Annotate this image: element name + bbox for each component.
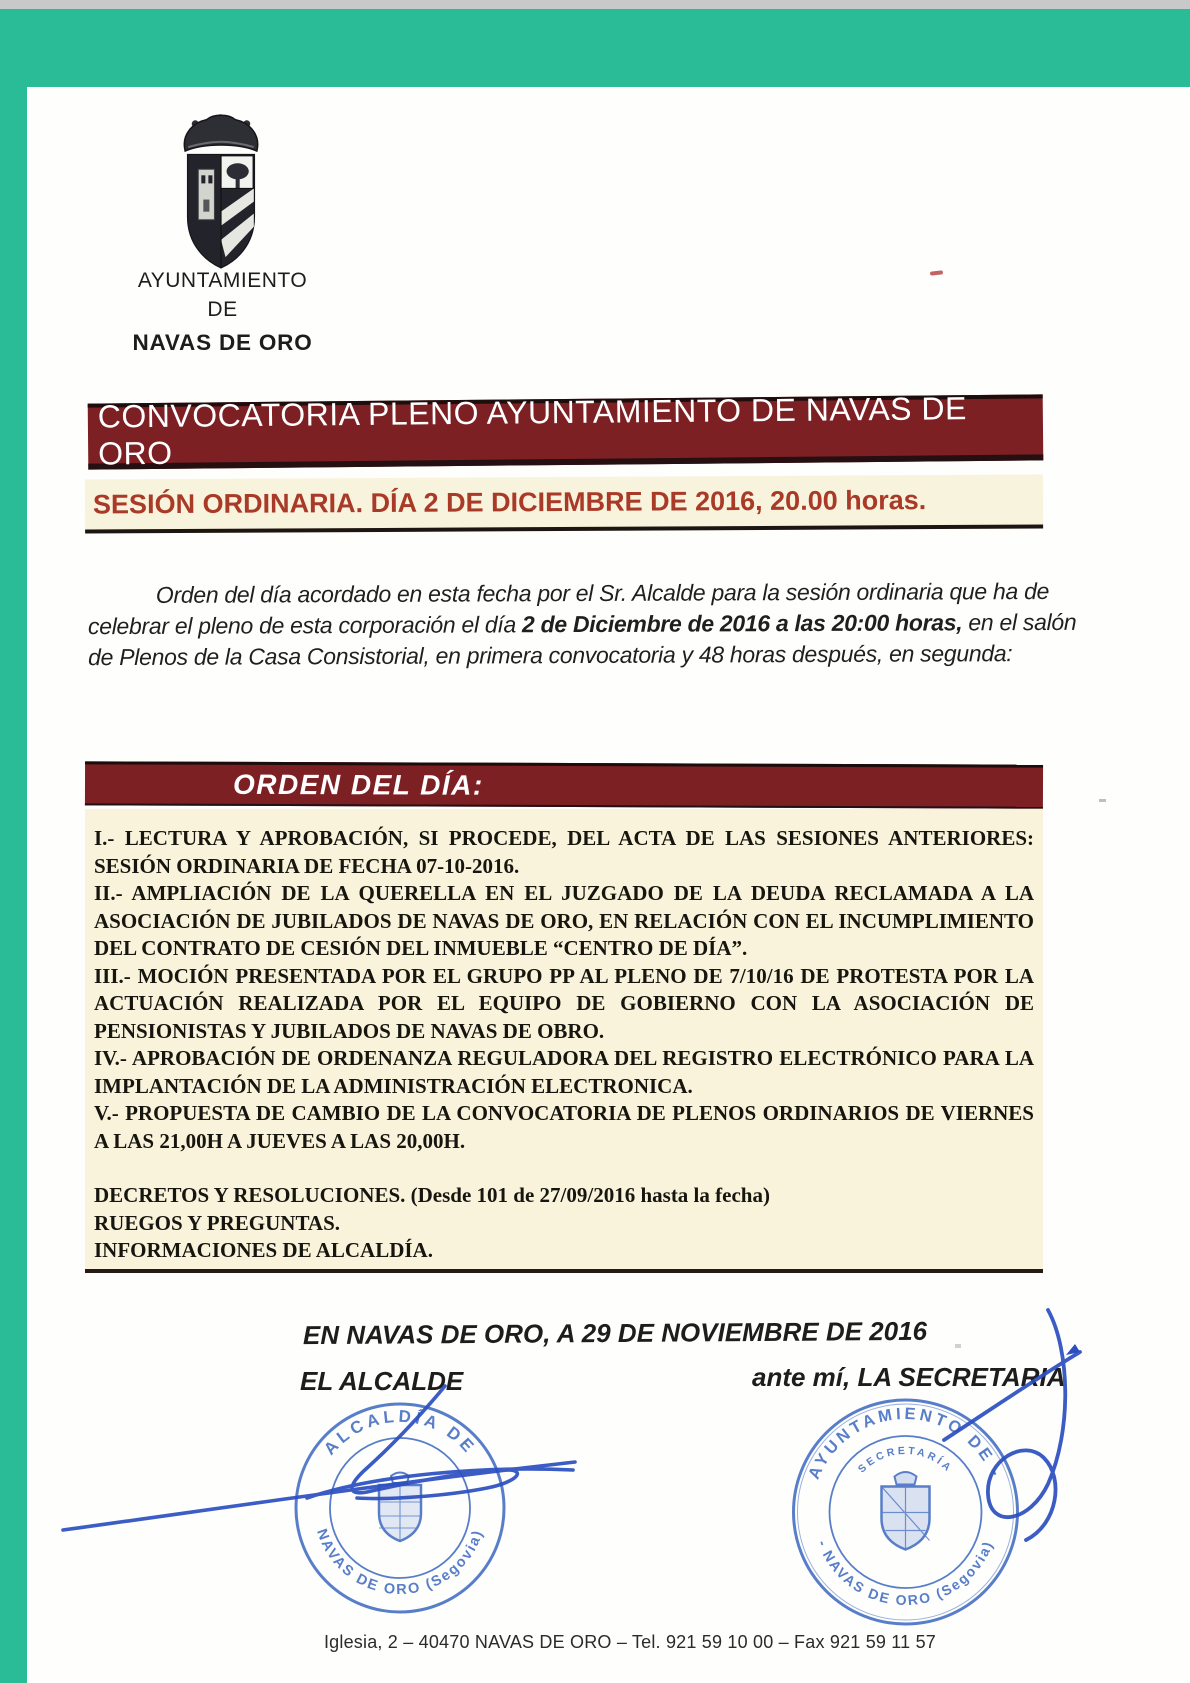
- agenda-item: III.- MOCIÓN PRESENTADA POR EL GRUPO PP AL PLENO DE 7/10/16 DE PROTESTA POR LA ACTUACIÓN REALIZADA POR EL EQUIPO DE GOBIERNO CON LA ASOCIACIÓN DE PENSIONISTAS Y JUBILADOS DE NAVAS DE OBRO.: [94, 963, 1034, 1043]
- stamp-arc-inner-text: SECRETARÍA: [855, 1444, 956, 1476]
- scan-speck: [955, 1344, 961, 1348]
- agenda-closing-item: RUEGOS Y PREGUNTAS.: [94, 1210, 341, 1235]
- session-banner: [85, 474, 1043, 533]
- agenda-item: IV.- APROBACIÓN DE ORDENANZA REGULADORA DEL REGISTRO ELECTRÓNICO PARA LA IMPLANTACIÓN DE LA ADMINISTRACIÓN ELECTRONICA.: [94, 1046, 1034, 1098]
- coat-of-arms-icon: [168, 110, 274, 278]
- intro-date-bold: 2 de Diciembre de 2016 a las 20:00 horas,: [521, 609, 963, 638]
- alcalde-role-label: EL ALCALDE: [300, 1366, 464, 1396]
- org-line-de: DE: [207, 298, 238, 321]
- stamp-arc-bottom-text: - NAVAS DE ORO (Segovia): [814, 1537, 997, 1609]
- session-banner-text: SESIÓN ORDINARIA. DÍA 2 DE DICIEMBRE DE 2016, 20.00 horas.: [92, 484, 927, 519]
- agenda-item: V.- PROPUESTA DE CAMBIO DE LA CONVOCATORIA DE PLENOS ORDINARIOS DE VIERNES A LAS 21,00H A JUEVES A LAS 20,00H.: [94, 1101, 1034, 1153]
- title-banner-text: CONVOCATORIA PLENO AYUNTAMIENTO DE NAVAS DE ORO: [97, 390, 968, 472]
- stamp-arc-bottom-text: NAVAS DE ORO (Segovia): [313, 1526, 487, 1599]
- intro-part1: Orden del día acordado en esta fecha por el Sr. Alcalde para la sesión ordinaria que ha de celebrar el pleno de esta corporación el día: [87, 577, 1050, 640]
- stamp-shield-icon: [882, 1472, 930, 1550]
- scanner-edge-strip: [0, 0, 1190, 9]
- crown-icon: [184, 114, 257, 151]
- scan-speck: [1099, 799, 1106, 802]
- org-line-ayuntamiento: AYUNTAMIENTO: [137, 269, 308, 292]
- intro-part2: en el salón de Plenos de la Casa Consistorial, en primera convocatoria y 48 horas después, en segunda:: [88, 608, 1077, 671]
- org-line-navas-de-oro: NAVAS DE ORO: [132, 330, 313, 355]
- title-banner: [88, 390, 1044, 472]
- address-footer: Iglesia, 2 – 40470 NAVAS DE ORO – Tel. 921 59 10 00 – Fax 921 59 11 57: [323, 1632, 937, 1652]
- organization-name-block: [125, 266, 320, 357]
- agenda-heading-text: ORDEN DEL DÍA:: [232, 768, 484, 801]
- place-date-line: EN NAVAS DE ORO, A 29 DE NOVIEMBRE DE 2016: [302, 1315, 928, 1351]
- agenda-heading-banner: [85, 761, 1043, 808]
- agenda-closing-item: INFORMACIONES DE ALCALDÍA.: [94, 1238, 433, 1262]
- folder-border-left: [0, 9, 27, 1683]
- agenda-list: [85, 809, 1043, 1273]
- alcalde-signature: [55, 1378, 580, 1583]
- folder-border-top: [0, 9, 1190, 87]
- secretaria-signature: [928, 1288, 1103, 1563]
- agenda-closing-item: DECRETOS Y RESOLUCIONES. (Desde 101 de 27/09/2016 hasta la fecha): [94, 1183, 770, 1207]
- stamp-arc-top-text: ALCALDÍA DE: [320, 1406, 481, 1459]
- intro-paragraph: [88, 576, 1083, 673]
- stamp-arc-top-text: AYUNTAMIENTO DE -: [805, 1404, 1006, 1482]
- shield-icon: [188, 155, 254, 267]
- agenda-spacer: [94, 1155, 1034, 1182]
- agenda-item: II.- AMPLIACIÓN DE LA QUERELLA EN EL JUZGADO DE LA DEUDA RECLAMADA A LA ASOCIACIÓN DE JUBILADOS DE NAVAS DE ORO, EN RELACIÓN CON EL INCUMPLIMIENTO DEL CONTRATO DE CESIÓN DEL INMUEBLE “CENTRO DE DÍA”.: [94, 881, 1034, 960]
- agenda-item: I.- LECTURA Y APROBACIÓN, SI PROCEDE, DEL ACTA DE LAS SESIONES ANTERIORES: SESIÓN ORDINARIA DE FECHA 07-10-2016.: [94, 826, 1034, 878]
- secretaria-role-label: ante mí, LA SECRETARIA: [752, 1362, 1066, 1392]
